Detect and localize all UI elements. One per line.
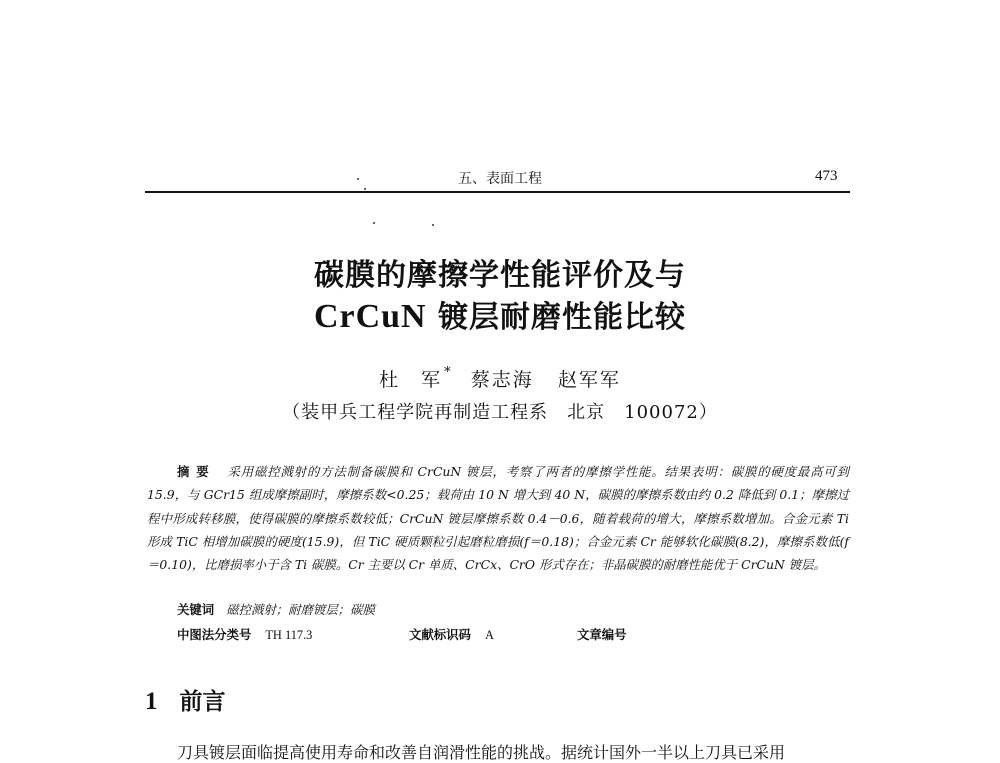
article-number [577,625,627,643]
author-3: 赵军军 [557,369,621,391]
clc-label: 中图法分类号 [177,627,252,642]
scan-speck [357,178,359,180]
header-rule [145,191,850,193]
author-1: 杜 军 [379,369,443,391]
keywords [177,600,375,618]
scan-speck [432,224,434,226]
body-paragraph: 刀具镀层面临提高使用寿命和改善自润滑性能的挑战。据统计国外一半以上刀具已采用 [177,743,786,762]
abstract [147,460,849,576]
authors [0,365,1000,392]
doc-label: 文献标识码 [409,627,471,642]
keywords-value: 磁控溅射；耐磨镀层；碳膜 [226,602,375,617]
section-heading [145,683,226,716]
page-number: 473 [815,168,838,184]
running-head: 五、表面工程 [458,171,542,187]
doc-value: A [484,628,494,642]
section-title: 前言 [179,688,226,715]
corresponding-mark: * [444,365,453,380]
keywords-label: 关键词 [177,602,215,617]
paper-title-line-2 [0,292,1000,336]
section-number: 1 [145,688,158,715]
abstract-label: 摘要 [177,464,216,479]
scan-speck [364,188,366,190]
doc-code [409,625,494,643]
article-label: 文章编号 [577,627,627,642]
title-rest: 镀层耐磨性能比较 [426,300,687,335]
paper-title-line-1: 碳膜的摩擦学性能评价及与 [314,258,686,293]
scan-speck [373,222,375,224]
abstract-text: 采用磁控溅射的方法制备碳膜和 CrCuN 镀层，考察了两者的摩擦学性能。结果表明：碳膜的硬度最高可到 15.9，与 GCr15 组成摩擦副时，摩擦系数<0.25；载荷由 10 N 增大到 40 N，碳膜的摩擦系数由约 0.2 降低到 0.1；摩擦过程中形成转移膜，使得碳膜的摩擦系数较低；CrCuN 镀层摩擦系数 0.4－0.6，随着载荷的增大，摩擦系数增加。合金元素 Ti 形成 TiC 相增加碳膜的硬度(15.9)，但 TiC 硬质颗粒引起磨粒磨损(f＝0.18)；合金元素 Cr 能够软化碳膜(8.2)，摩擦系数低(f＝0.10)，比磨损率小于含 Ti 碳膜。Cr 主要以 Cr 单质、CrCx、CrO 形式存在；非晶碳膜的耐磨性能优于 CrCuN 镀层。 [147,464,850,573]
affiliation: （装甲兵工程学院再制造工程系 北京 100072） [282,402,718,423]
clc-value: TH 117.3 [265,628,313,642]
author-2: 蔡志海 [470,369,534,391]
title-latin: CrCuN [313,298,427,335]
clc-code [177,625,312,643]
